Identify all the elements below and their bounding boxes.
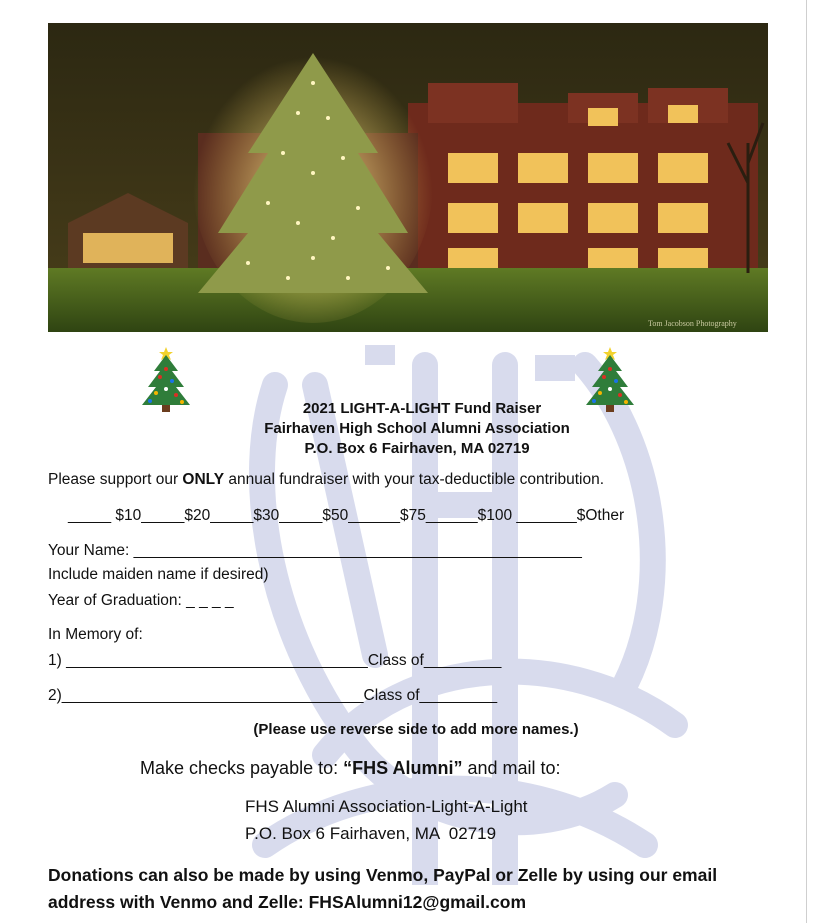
donation-methods-line: Donations can also be made by using Venmo, PayPal or Zelle by using our email <box>48 865 718 885</box>
intro-text <box>48 471 604 489</box>
memory-row-2 <box>48 687 497 705</box>
donation-email-line: address with Venmo and Zelle: FHSAlumni12@gmail.com <box>48 892 527 912</box>
donation-amount-options <box>68 507 624 525</box>
graduation-row <box>48 592 234 610</box>
amount-blank[interactable]: _____ <box>68 507 116 524</box>
memory-row-1 <box>48 652 501 670</box>
memory-1-name-field[interactable]: ___________________________________ <box>66 652 368 669</box>
checks-payee: “FHS Alumni” <box>343 758 463 778</box>
name-label: Your Name: <box>48 542 134 559</box>
amount-option-other: $Other <box>576 507 625 524</box>
name-field[interactable]: ____________________________________________________ <box>133 542 582 559</box>
online-donation-info <box>48 862 768 916</box>
amount-blank[interactable]: ______ <box>425 507 478 524</box>
event-title-block <box>0 399 820 459</box>
checks-suffix: and mail to: <box>462 758 561 778</box>
amount-option-30: $30 <box>253 507 280 524</box>
page-edge <box>806 0 807 923</box>
amount-option-100: $100 <box>477 507 513 524</box>
mail-address-line-1: FHS Alumni Association-Light-A-Light <box>245 797 528 816</box>
class-label: Class of <box>363 687 420 704</box>
organization-address: P.O. Box 6 Fairhaven, MA 02719 <box>304 440 530 457</box>
photo-credit: Tom Jacobson Photography <box>648 319 737 328</box>
graduation-year-field[interactable]: _ _ _ _ <box>186 592 234 609</box>
class-label: Class of <box>367 652 424 669</box>
memory-2-prefix: 2) <box>48 687 62 704</box>
memory-2-name-field[interactable]: ___________________________________ <box>61 687 364 704</box>
maiden-name-note: Include maiden name if desired) <box>48 566 269 583</box>
intro-prefix: Please support our <box>48 471 183 488</box>
header-photo <box>48 23 768 332</box>
amount-blank[interactable]: _______ <box>512 507 577 524</box>
checks-prefix: Make checks payable to: <box>140 758 344 778</box>
amount-blank[interactable]: _____ <box>141 507 185 524</box>
checks-payable-line <box>140 758 561 779</box>
amount-option-75: $75 <box>399 507 426 524</box>
amount-option-10: $10 <box>115 507 142 524</box>
in-memory-label: In Memory of: <box>48 626 143 643</box>
graduation-label: Year of Graduation: <box>48 592 187 609</box>
name-row <box>48 542 582 560</box>
amount-blank[interactable]: _____ <box>279 507 323 524</box>
amount-option-50: $50 <box>322 507 349 524</box>
memory-1-prefix: 1) <box>48 652 67 669</box>
amount-blank[interactable]: ______ <box>348 507 400 524</box>
intro-emphasis: ONLY <box>182 471 225 488</box>
organization-name: Fairhaven High School Alumni Association <box>264 420 570 437</box>
memory-2-class-field[interactable]: _________ <box>419 687 498 704</box>
amount-option-20: $20 <box>184 507 211 524</box>
amount-blank[interactable]: _____ <box>210 507 254 524</box>
event-title: 2021 LIGHT-A-LIGHT Fund Raiser <box>302 400 542 417</box>
mail-address-line-2: P.O. Box 6 Fairhaven, MA 02719 <box>245 824 497 843</box>
reverse-side-note: (Please use reverse side to add more names.) <box>253 721 579 738</box>
memory-1-class-field[interactable]: _________ <box>423 652 502 669</box>
intro-suffix: annual fundraiser with your tax-deductible contribution. <box>224 471 605 488</box>
